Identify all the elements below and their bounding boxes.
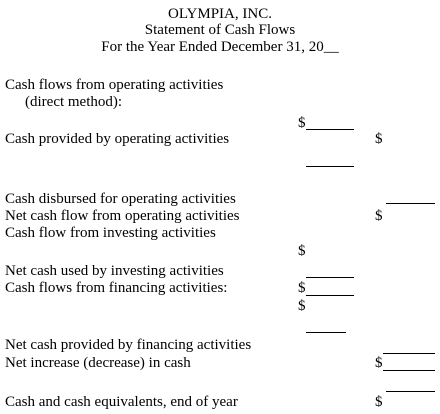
statement-title: Statement of Cash Flows — [144, 22, 296, 38]
label-cash-disbursed-operating: Cash disbursed for operating activities — [5, 191, 236, 207]
statement-period: For the Year Ended December 31, 20__ — [101, 39, 339, 55]
dollar-sign: $ — [298, 243, 306, 259]
blank-line — [383, 370, 435, 371]
dollar-sign: $ — [375, 131, 383, 147]
label-direct-method: (direct method): — [25, 94, 123, 110]
blank-line — [386, 391, 435, 392]
blank-line — [306, 129, 354, 130]
dollar-sign: $ — [298, 115, 306, 131]
blank-line — [306, 166, 354, 167]
label-cf-investing: Cash flow from investing activities — [5, 225, 216, 241]
dollar-sign: $ — [375, 355, 383, 371]
label-cf-financing: Cash flows from financing activities: — [5, 280, 228, 296]
dollar-sign: $ — [298, 280, 306, 296]
label-net-increase: Net increase (decrease) in cash — [5, 355, 191, 371]
label-cash-provided-operating: Cash provided by operating activities — [5, 131, 230, 147]
label-net-cash-used-investing: Net cash used by investing activities — [5, 263, 224, 279]
blank-line — [383, 353, 435, 354]
label-net-cash-flow-operating: Net cash flow from operating activities — [5, 208, 240, 224]
company-name: OLYMPIA, INC. — [168, 6, 272, 22]
label-cash-end-of-year: Cash and cash equivalents, end of year — [5, 394, 238, 410]
label-cf-operating: Cash flows from operating activities — [5, 77, 224, 93]
blank-line — [306, 295, 354, 296]
label-net-cash-provided-financing: Net cash provided by financing activities — [5, 337, 252, 353]
blank-line — [386, 203, 435, 204]
dollar-sign: $ — [375, 394, 383, 410]
blank-line — [306, 332, 346, 333]
dollar-sign: $ — [298, 298, 306, 314]
blank-line — [306, 277, 354, 278]
dollar-sign: $ — [375, 208, 383, 224]
